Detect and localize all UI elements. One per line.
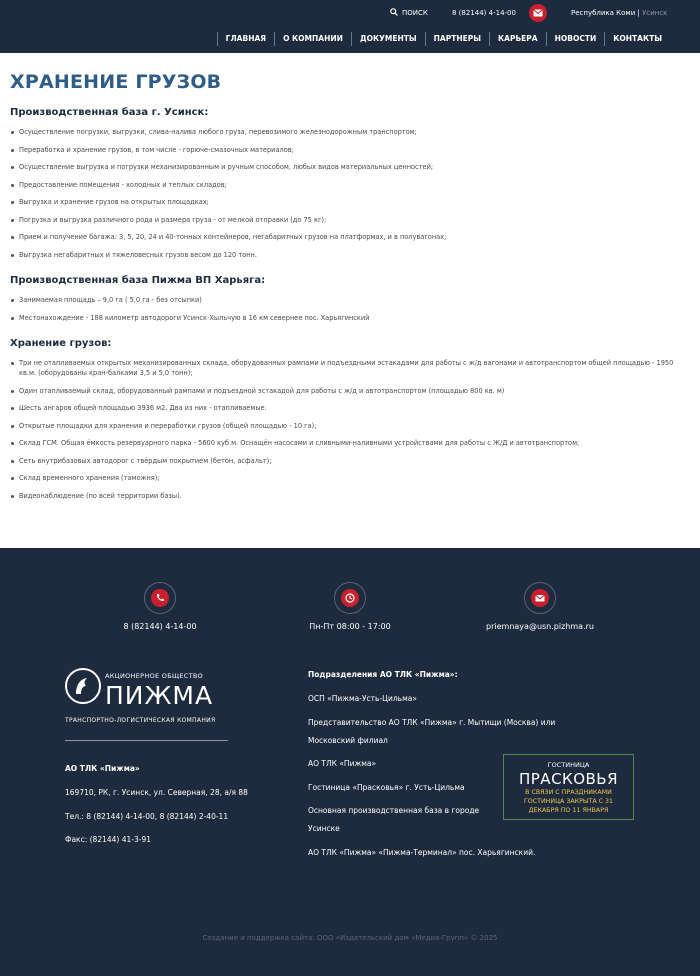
kharyaga-list (10, 295, 690, 323)
search-icon[interactable] (390, 8, 398, 16)
clock-icon-circle (334, 582, 366, 614)
subdivision-link[interactable]: Московский филиал (308, 736, 388, 745)
section-title-storage: Хранение грузов: (10, 338, 112, 349)
footer-hours: Пн-Пт 08:00 - 17:00 (309, 622, 391, 631)
subdivision-link[interactable]: Основная производственная база в городе (308, 806, 480, 815)
list-item: Три не отапливаемых открытых механизированных склада, оборудованных рампами и подъездными эстакадами для работы с ж/д вагонами и автотранспортом общей площадью - 1950 кв.м. (оборудованы кран-балками 3,5 и 5,0 тонн); (10, 358, 680, 378)
list-item: Склад временного хранения (таможня); (10, 473, 680, 483)
main-nav (217, 32, 670, 46)
subdivision-link[interactable]: ОСП «Пижма-Усть-Цильма» (308, 694, 417, 703)
footer-phone[interactable]: 8 (82144) 4-14-00 (123, 622, 197, 631)
logo-top-text: АКЦИОНЕРНОЕ ОБЩЕСТВО (105, 672, 204, 680)
subdivision-link[interactable]: Представительство АО ТЛК «Пижма» г. Мытищи (Москва) или (308, 718, 556, 727)
subdivision-link[interactable]: Гостиница «Прасковья» г. Усть-Цильма (308, 783, 465, 792)
logo-subtitle: ТРАНСПОРТНО-ЛОГИСТИЧЕСКАЯ КОМПАНИЯ (65, 717, 216, 724)
footer-email[interactable]: priemnaya@usn.pizhma.ru (486, 622, 594, 631)
clock-icon (341, 589, 359, 607)
list-item: Выгрузка негабаритных и тяжеловесных грузов весом до 120 тонн. (10, 250, 690, 260)
banner-line1: ГОСТИНИЦА (547, 761, 590, 769)
list-item: Предоставление помещения - холодных и теплых складов; (10, 180, 690, 190)
list-item: Открытые площадки для хранения и переработки грузов (общей площадью - 10 га); (10, 421, 680, 431)
logo-name: ПИЖМА (105, 681, 214, 710)
banner-notice-3: ДЕКАБРЯ ПО 11 ЯНВАРЯ (528, 807, 609, 814)
banner-notice-2: ГОСТИНИЦА ЗАКРЫТА С 31 (523, 798, 614, 805)
list-item: Осуществление выгрузка и погрузки механизированным и ручным способом, любых видов материальных ценностей; (10, 162, 690, 172)
region-separator: | (637, 9, 640, 17)
company-fax: Факс: (82144) 41-3-91 (65, 835, 151, 844)
company-name: АО ТЛК «Пижма» (65, 764, 140, 773)
logo-emblem (65, 668, 101, 704)
contact-hours (270, 582, 430, 631)
nav-item-documents[interactable]: ДОКУМЕНТЫ (351, 32, 425, 46)
company-phones: Тел.: 8 (82144) 4-14-00, 8 (82144) 2-40-11 (65, 812, 229, 821)
list-item: Склад ГСМ. Общая ёмкость резервуарного парка - 5600 куб.м. Оснащён насосами и сливными-наливными устройствами для работы с Ж/Д и автотранспортом; (10, 438, 680, 448)
section-title-kharyaga: Производственная база Пижма ВП Харьяга: (10, 275, 266, 286)
list-item: Осуществление погрузки, выгрузки, слива-налива любого груза, перевозимого железнодорожным транспортом; (10, 127, 690, 137)
nav-item-partners[interactable]: ПАРТНЕРЫ (425, 32, 489, 46)
copyright[interactable]: Создание и поддержка сайта: ООО «Издательский дом «Медиа-Групп» © 2025 (202, 934, 498, 942)
page-title: ХРАНЕНИЕ ГРУЗОВ (10, 71, 222, 93)
subdivision-link[interactable]: Усинске (308, 824, 340, 833)
contact-phone[interactable] (80, 582, 240, 631)
phone-icon-circle (144, 582, 176, 614)
envelope-icon (531, 589, 549, 607)
top-bar (0, 0, 700, 26)
envelope-icon-circle (524, 582, 556, 614)
subdivisions-title: Подразделения АО ТЛК «Пижма»: (308, 670, 458, 679)
list-item: Видеонаблюдение (по всей территории базы). (10, 491, 680, 501)
nav-item-home[interactable]: ГЛАВНАЯ (217, 32, 274, 46)
list-item: Местонахождение - 188 километр автодороги Усинск-Хыльчую в 16 км севернее пос. Харьягинский (10, 313, 690, 323)
banner-hotel-name: ПРАСКОВЬЯ (518, 770, 619, 788)
hotel-banner[interactable] (503, 754, 634, 820)
site-footer (0, 548, 700, 976)
nav-item-contacts[interactable]: КОНТАКТЫ (604, 32, 670, 46)
nav-item-about[interactable]: О КОМПАНИИ (274, 32, 351, 46)
city-name: Усинск (642, 9, 668, 17)
subdivision-link[interactable]: АО ТЛК «Пижма» «Пижма-Терминал» пос. Харьягинский. (308, 848, 536, 857)
banner-notice-1: В СВЯЗИ С ПРАЗДНИКАМИ (525, 789, 612, 796)
company-address: 169710, РК, г. Усинск, ул. Северная, 28, а/я 88 (65, 788, 248, 797)
phone-icon (151, 589, 169, 607)
list-item: Погрузка и выгрузка различного рода и размера груза - от мелкой отправки (до 75 кг); (10, 215, 690, 225)
search-link[interactable]: ПОИСК (402, 9, 428, 17)
mail-icon[interactable] (529, 4, 547, 22)
region-selector[interactable] (571, 9, 667, 17)
nav-item-career[interactable]: КАРЬЕРА (489, 32, 546, 46)
header-phone[interactable]: 8 (82144) 4-14-00 (452, 9, 516, 17)
storage-list (10, 358, 680, 501)
section-title-usinsk: Производственная база г. Усинск: (10, 107, 209, 118)
region-name: Республика Коми (571, 9, 636, 17)
logo-divider (65, 740, 228, 741)
list-item: Один отапливаемый склад, оборудованный рампами и подъездной эстакадой для работы с ж/д и автотранспортом (площадью 800 кв. м) (10, 386, 680, 396)
list-item: Сеть внутрибазовых автодорог с твёрдым покрытием (бетон, асфальт); (10, 456, 680, 466)
usinsk-list (10, 127, 690, 260)
company-logo[interactable] (65, 666, 235, 722)
subdivision-link[interactable]: АО ТЛК «Пижма» (308, 759, 377, 768)
list-item: Прием и получение багажа: 3, 5, 20, 24 и 40-тонных контейнеров, негабаритных грузов на платформах, и в полувагонах; (10, 232, 690, 242)
list-item: Переработка и хранение грузов, в том числе - горюче-смазочных материалов; (10, 145, 690, 155)
site-header (0, 0, 700, 53)
list-item: Шесть ангаров общей площадью 3936 м2. Два из них - отапливаемые. (10, 403, 680, 413)
contact-email[interactable] (460, 582, 620, 631)
nav-item-news[interactable]: НОВОСТИ (546, 32, 605, 46)
list-item: Занимаемая площадь – 9,0 га ( 5,0 га - без отсыпки) (10, 295, 690, 305)
list-item: Выгрузка и хранение грузов на открытых площадках; (10, 197, 690, 207)
